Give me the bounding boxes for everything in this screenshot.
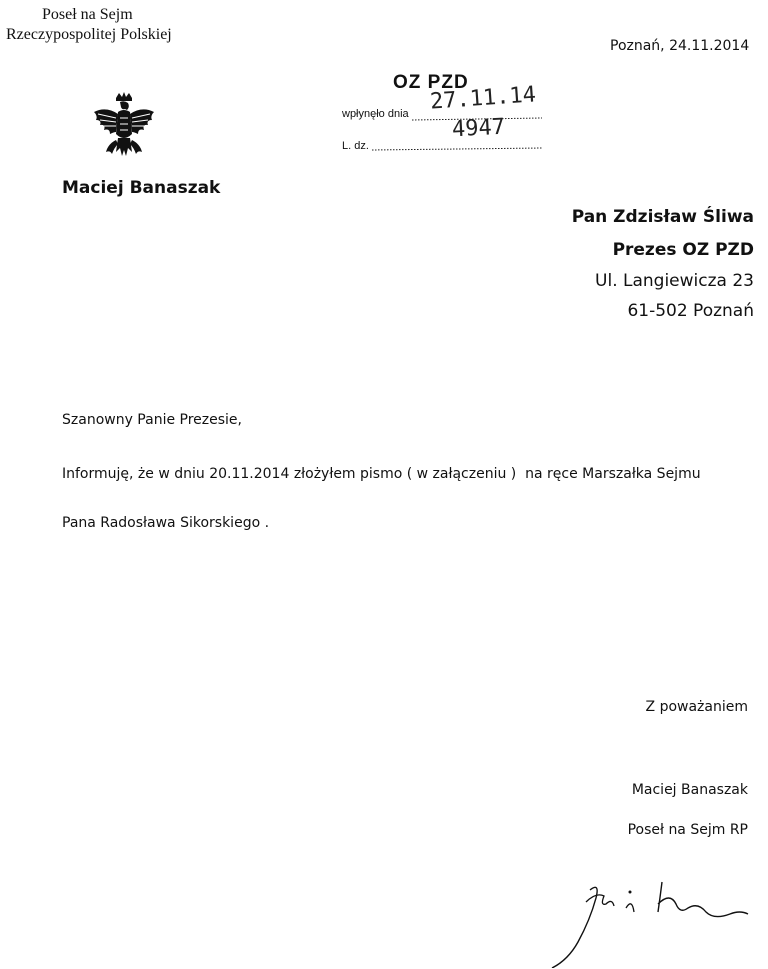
letter-date: Poznań, 24.11.2014	[610, 38, 750, 54]
header-title-line-1: Poseł na Sejm	[42, 6, 133, 23]
stamp-title: OZ PZD	[393, 72, 469, 93]
stamp-received-label: wpłynęło dnia	[342, 108, 409, 120]
stamp-ldz-label: L. dz.	[342, 140, 369, 152]
salutation: Szanowny Panie Prezesie,	[62, 412, 242, 428]
handwritten-signature-icon	[530, 868, 760, 968]
stamp-received-value: 27.11.14	[429, 82, 537, 115]
recipient-city: 61-502 Poznań	[627, 301, 754, 321]
closing-greeting: Z poważaniem	[645, 699, 748, 715]
stamp-ldz-value: 4947	[451, 114, 506, 143]
eagle-emblem-icon	[92, 92, 156, 172]
header-title-line-2: Rzeczypospolitej Polskiej	[6, 26, 172, 43]
signatory-name: Maciej Banaszak	[631, 782, 748, 798]
sender-name: Maciej Banaszak	[62, 178, 221, 198]
recipient-name: Pan Zdzisław Śliwa	[571, 207, 754, 227]
body-paragraph-line-1: Informuję, że w dniu 20.11.2014 złożyłem pismo ( w załączeniu ) na ręce Marszałka Sejmu	[62, 466, 701, 482]
recipient-street: Ul. Langiewicza 23	[595, 271, 754, 291]
signatory-title: Poseł na Sejm RP	[627, 822, 748, 838]
recipient-title: Prezes OZ PZD	[612, 240, 754, 260]
body-paragraph-line-2: Pana Radosława Sikorskiego .	[62, 515, 270, 531]
